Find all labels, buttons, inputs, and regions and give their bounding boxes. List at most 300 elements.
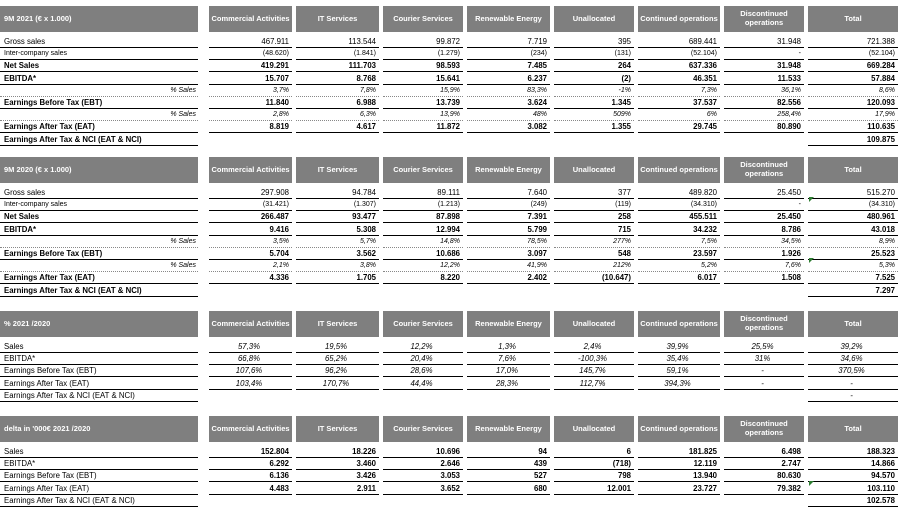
table-section (0, 157, 900, 297)
cell-value: 2.402 (527, 273, 547, 283)
cell-value: 6.017 (697, 273, 717, 283)
cell-value: 467.911 (261, 37, 289, 46)
row-label: Earnings After Tax & NCI (EAT & NCI) (4, 134, 142, 144)
cell-value: 3,8% (360, 262, 376, 270)
cell-value: 35,4% (666, 354, 689, 364)
cell-value: 2.646 (440, 459, 460, 469)
cell-value: 7,8% (360, 86, 376, 94)
cell-value: 258,4% (777, 111, 801, 119)
cell-value: 277% (613, 237, 631, 245)
cell-value: 170,7% (322, 378, 350, 388)
row-label: EBITDA* (4, 459, 36, 469)
table-section (0, 311, 900, 402)
cell-value: - (761, 378, 764, 388)
cell-value: (31.421) (262, 201, 289, 209)
column-header: Courier Services (383, 311, 463, 337)
cell-value: (1.279) (437, 50, 460, 58)
cell-value (296, 495, 379, 506)
cell-value: 102.578 (866, 495, 895, 505)
cell-value: 297.908 (260, 188, 289, 197)
cell-value: 6.237 (527, 73, 547, 83)
cell-marker-icon (809, 197, 814, 202)
cell-value: 59,1% (666, 366, 689, 376)
row-label: Earnings After Tax (EAT) (4, 378, 90, 388)
table-row (0, 248, 900, 260)
column-header: Renewable Energy (467, 416, 550, 442)
table-row (0, 73, 900, 85)
cell-value: 82.556 (777, 98, 801, 107)
cell-value: 43.018 (871, 224, 895, 234)
cell-value: 152.804 (260, 447, 289, 456)
column-header: Commercial Activities (209, 416, 292, 442)
cell-value: 12,2% (410, 342, 433, 351)
cell-value: 31% (754, 354, 771, 364)
cell-value: (718) (612, 459, 631, 469)
column-header: Renewable Energy (467, 311, 550, 337)
table-row (0, 36, 900, 48)
cell-value: 370,5% (838, 366, 865, 376)
cell-value (467, 390, 550, 401)
cell-value: 181.825 (688, 447, 717, 456)
cell-value: 31.948 (777, 61, 801, 71)
table-section (0, 416, 900, 507)
cell-value: 4.336 (269, 273, 289, 283)
cell-value: -100,3% (577, 354, 608, 364)
section-title: 9M 2020 (€ x 1.000) (0, 157, 198, 183)
cell-value (638, 134, 720, 145)
column-header: Continued operations (638, 416, 720, 442)
cell-value: 113.544 (348, 37, 376, 46)
cell-value: 489.820 (688, 188, 717, 197)
cell-value: 12.001 (607, 483, 631, 493)
cell-value: 44,4% (410, 378, 433, 388)
cell-value: 5.799 (527, 224, 547, 234)
row-label: % Sales (170, 86, 196, 94)
cell-value: 8.768 (356, 73, 376, 83)
cell-value: (119) (615, 201, 631, 209)
column-header: Continued operations (638, 311, 720, 337)
cell-value: 266.487 (260, 212, 289, 222)
cell-value: 79.382 (777, 483, 801, 493)
cell-marker-icon (809, 481, 814, 486)
cell-value (383, 134, 463, 145)
cell-value: 28,3% (495, 378, 519, 388)
cell-value: 94.784 (352, 188, 376, 197)
row-label: Net Sales (4, 61, 40, 71)
cell-value: 6% (706, 111, 717, 119)
row-label: Gross sales (4, 37, 46, 46)
cell-value: 9.416 (269, 224, 289, 234)
cell-value: 3.082 (527, 122, 547, 132)
cell-value: (34.310) (868, 201, 895, 209)
row-label: % Sales (170, 237, 196, 245)
cell-value: 96,2% (324, 366, 348, 376)
cell-value (209, 390, 292, 401)
cell-value: 12.994 (436, 224, 460, 234)
cell-value: 39,9% (666, 342, 689, 351)
cell-value: 7.640 (527, 188, 547, 197)
table-row (0, 390, 900, 402)
cell-value: 15,9% (440, 86, 460, 94)
cell-value (467, 285, 550, 296)
cell-value: 17,0% (495, 366, 519, 376)
cell-value (209, 495, 292, 506)
cell-value: 1.926 (781, 249, 801, 258)
cell-value: 145,7% (579, 366, 606, 376)
table-row (0, 470, 900, 482)
cell-value: (52.104) (868, 50, 895, 58)
cell-value: 2,8% (273, 111, 289, 119)
cell-value: - (798, 50, 801, 58)
cell-value: 8.220 (440, 273, 460, 283)
cell-value: 83,3% (527, 86, 547, 94)
table-row (0, 187, 900, 199)
cell-value: 25.523 (871, 249, 895, 258)
cell-value: 7.485 (527, 61, 547, 71)
row-label: Earnings After Tax & NCI (EAT & NCI) (4, 495, 135, 505)
cell-value (383, 285, 463, 296)
cell-value: 1,3% (498, 342, 516, 351)
column-header: Continued operations (638, 157, 720, 183)
table-row (0, 211, 900, 223)
table-row (0, 109, 900, 121)
cell-value: 7.297 (875, 285, 895, 295)
cell-value: 7.719 (527, 37, 547, 46)
row-label: Earnings After Tax (EAT) (4, 273, 95, 283)
cell-value: 28,6% (410, 366, 433, 376)
cell-value (724, 495, 804, 506)
column-header: Unallocated (554, 416, 634, 442)
cell-value: 80.890 (777, 122, 801, 132)
cell-value: 3.624 (527, 98, 547, 107)
column-header: Unallocated (554, 311, 634, 337)
column-header: Total (808, 311, 898, 337)
cell-value: 37.537 (693, 98, 717, 107)
row-label: Earnings After Tax & NCI (EAT & NCI) (4, 285, 142, 295)
cell-value: 669.284 (866, 61, 895, 71)
column-header: IT Services (296, 6, 379, 32)
cell-value (209, 285, 292, 296)
cell-value: 6.136 (269, 471, 289, 481)
table-row (0, 353, 900, 365)
cell-value (638, 285, 720, 296)
cell-value: 112,7% (579, 378, 606, 388)
cell-value: 3.426 (356, 471, 376, 481)
cell-value: 13,9% (440, 111, 460, 119)
cell-value: 31.948 (777, 37, 801, 46)
table-row (0, 260, 900, 272)
cell-value (554, 495, 634, 506)
cell-value: (131) (614, 50, 631, 58)
cell-value: 107,6% (235, 366, 263, 376)
cell-value (554, 390, 634, 401)
cell-value: - (798, 201, 801, 209)
cell-value: (249) (530, 201, 547, 209)
cell-value: - (850, 390, 853, 400)
cell-value: 527 (533, 471, 547, 481)
table-row (0, 48, 900, 60)
cell-value: 109.875 (866, 134, 895, 144)
cell-value: 99.872 (436, 37, 460, 46)
cell-value: 7,6% (498, 354, 516, 364)
cell-value: 34,5% (781, 237, 801, 245)
cell-value: 6 (626, 447, 631, 456)
cell-value: 25,5% (751, 342, 774, 351)
cell-value: 188.323 (866, 447, 895, 456)
cell-value: 3,5% (273, 237, 289, 245)
table-row (0, 224, 900, 236)
cell-value: 2,4% (583, 342, 602, 351)
cell-value: (48.620) (262, 50, 289, 58)
cell-value: 6,3% (360, 111, 376, 119)
table-row (0, 60, 900, 72)
cell-value: 78,5% (527, 237, 547, 245)
cell-value: 66,8% (237, 354, 261, 364)
cell-value: (1.213) (437, 201, 460, 209)
cell-value: 57.884 (871, 73, 895, 83)
cell-value: 8,6% (879, 86, 895, 94)
cell-value: 36,1% (781, 86, 801, 94)
column-header: Courier Services (383, 6, 463, 32)
column-header: Commercial Activities (209, 311, 292, 337)
cell-value: 5.704 (269, 249, 289, 258)
column-header: Discontinued operations (724, 311, 804, 337)
row-label: % Sales (170, 262, 196, 270)
column-header: Total (808, 157, 898, 183)
cell-value: 46.351 (693, 73, 717, 83)
cell-value: 455.511 (689, 212, 717, 222)
cell-value: 509% (613, 111, 631, 119)
cell-value: 212% (613, 262, 631, 270)
cell-value: 111.703 (348, 61, 376, 71)
cell-value: 19,5% (324, 342, 348, 351)
row-label: Earnings Before Tax (EBT) (4, 249, 103, 258)
column-header: Commercial Activities (209, 6, 292, 32)
column-header: Total (808, 6, 898, 32)
cell-value: 3,7% (273, 86, 289, 94)
cell-value: 34.232 (693, 224, 717, 234)
cell-value (296, 134, 379, 145)
row-label: Earnings After Tax & NCI (EAT & NCI) (4, 390, 135, 400)
cell-value: 25.450 (777, 212, 801, 222)
row-label: Inter-company sales (4, 50, 68, 58)
cell-value (296, 285, 379, 296)
cell-value: 715 (617, 224, 631, 234)
cell-value: 5,3% (879, 262, 895, 270)
row-label: EBITDA* (4, 354, 36, 364)
column-header: Renewable Energy (467, 157, 550, 183)
cell-value: 6.498 (781, 447, 801, 456)
cell-value: 515.270 (866, 188, 895, 197)
cell-value: 3.652 (440, 483, 460, 493)
column-header: IT Services (296, 157, 379, 183)
cell-value: 3.562 (356, 249, 376, 258)
row-label: Earnings After Tax (EAT) (4, 483, 90, 493)
cell-value (554, 134, 634, 145)
cell-value: 4.483 (269, 483, 289, 493)
column-header: Unallocated (554, 157, 634, 183)
cell-value: 2.747 (781, 459, 801, 469)
cell-value: 637.336 (688, 61, 717, 71)
column-header: Renewable Energy (467, 6, 550, 32)
cell-value: 7,6% (785, 262, 801, 270)
cell-value: 94 (538, 447, 547, 456)
cell-value: 12.119 (693, 459, 717, 469)
cell-value: 8,9% (879, 237, 895, 245)
cell-value: 419.291 (260, 61, 289, 71)
cell-value: (10.647) (601, 273, 631, 283)
cell-value: 13.739 (436, 98, 460, 107)
cell-value: 11.840 (265, 98, 289, 107)
section-title: % 2021 /2020 (0, 311, 198, 337)
cell-value: 103.110 (867, 483, 895, 493)
cell-value: 89.111 (437, 188, 460, 197)
table-row (0, 365, 900, 377)
cell-value: 14.866 (871, 459, 895, 469)
cell-value: (1.307) (353, 201, 376, 209)
cell-value: 7,3% (701, 86, 717, 94)
row-label: % Sales (170, 111, 196, 119)
table-row (0, 121, 900, 133)
cell-value: 25.450 (777, 188, 801, 197)
table-row (0, 85, 900, 97)
cell-value: 1.355 (611, 122, 631, 132)
column-header: Discontinued operations (724, 157, 804, 183)
table-row (0, 458, 900, 470)
cell-value: 1.508 (781, 273, 801, 283)
cell-value: 11.533 (777, 73, 801, 83)
row-label: Gross sales (4, 188, 46, 197)
cell-value: 10.696 (436, 447, 460, 456)
column-header: Commercial Activities (209, 157, 292, 183)
cell-value: 23.727 (693, 483, 717, 493)
cell-value (296, 390, 379, 401)
cell-value: (34.310) (690, 201, 717, 209)
section-title: 9M 2021 (€ x 1.000) (0, 6, 198, 32)
cell-value: 94.570 (871, 471, 895, 481)
cell-value: 29.745 (693, 122, 717, 132)
cell-value: 8.819 (269, 122, 289, 132)
cell-value (383, 390, 463, 401)
cell-value (554, 285, 634, 296)
cell-value: 798 (617, 471, 631, 481)
cell-value: 11.872 (436, 122, 460, 132)
column-header: Continued operations (638, 6, 720, 32)
cell-value: 6.988 (356, 98, 376, 107)
cell-value: 8.786 (781, 224, 801, 234)
cell-value: 1.345 (611, 98, 631, 107)
cell-value: 80.630 (777, 471, 801, 481)
table-row (0, 236, 900, 248)
cell-value: 103,4% (235, 378, 263, 388)
cell-value: 377 (617, 188, 631, 197)
cell-value: 18.226 (352, 447, 376, 456)
cell-value (467, 495, 550, 506)
table-row (0, 378, 900, 390)
cell-value: (234) (530, 50, 547, 58)
cell-value: 15.707 (265, 73, 289, 83)
cell-value: 394,3% (664, 378, 691, 388)
cell-value: (1.841) (353, 50, 376, 58)
column-header: Discontinued operations (724, 416, 804, 442)
cell-value: -1% (618, 86, 631, 94)
cell-value: 4.617 (356, 122, 376, 132)
cell-value: 6.292 (269, 459, 289, 469)
cell-value: 17,9% (875, 111, 895, 119)
cell-value (724, 390, 804, 401)
cell-value: 1.705 (356, 273, 376, 283)
cell-value: 3.053 (440, 471, 460, 481)
cell-value: 2,1% (273, 262, 289, 270)
column-header: Total (808, 416, 898, 442)
row-label: Earnings Before Tax (EBT) (4, 471, 97, 481)
cell-value: 5.308 (356, 224, 376, 234)
cell-value (724, 285, 804, 296)
cell-value: 395 (617, 37, 631, 46)
column-header: IT Services (296, 416, 379, 442)
row-label: Earnings Before Tax (EBT) (4, 98, 103, 107)
cell-value: 98.593 (436, 61, 460, 71)
section-title: delta in '000€ 2021 /2020 (0, 416, 198, 442)
cell-value: 20,4% (410, 354, 433, 364)
cell-value: 48% (532, 111, 547, 119)
table-row (0, 495, 900, 507)
cell-value: 721.388 (866, 37, 895, 46)
cell-value: 548 (617, 249, 631, 258)
table-row (0, 199, 900, 211)
row-label: Sales (4, 342, 24, 351)
row-label: EBITDA* (4, 224, 37, 234)
table-row (0, 272, 900, 284)
cell-value: 110.635 (867, 122, 895, 132)
cell-value (209, 134, 292, 145)
cell-value: 5,2% (701, 262, 717, 270)
row-label: Earnings Before Tax (EBT) (4, 366, 97, 376)
cell-value (638, 495, 720, 506)
row-label: Net Sales (4, 212, 40, 222)
cell-value: 15.641 (436, 73, 460, 83)
cell-value (383, 495, 463, 506)
cell-value: 87.898 (436, 212, 460, 222)
cell-value: 7,5% (701, 237, 717, 245)
table-row (0, 341, 900, 353)
cell-value: 7.525 (875, 273, 895, 283)
cell-value: 13.940 (693, 471, 717, 481)
cell-value: - (761, 366, 764, 376)
cell-value: 65,2% (324, 354, 348, 364)
cell-value: 680 (533, 483, 547, 493)
cell-value: 41,9% (527, 262, 547, 270)
cell-value: 10.686 (436, 249, 460, 258)
cell-value (467, 134, 550, 145)
cell-value: (2) (621, 73, 631, 83)
cell-value: 3.460 (356, 459, 376, 469)
cell-value: 14,8% (440, 237, 460, 245)
cell-value: 120.093 (866, 98, 895, 107)
cell-value: 93.477 (352, 212, 376, 222)
cell-value: (52.104) (690, 50, 717, 58)
cell-value: 7.391 (527, 212, 547, 222)
cell-value: 34,6% (840, 354, 863, 364)
cell-value: 39,2% (840, 342, 863, 351)
table-row (0, 446, 900, 458)
column-header: Unallocated (554, 6, 634, 32)
column-header: Courier Services (383, 157, 463, 183)
table-row (0, 483, 900, 495)
column-header: IT Services (296, 311, 379, 337)
column-header: Discontinued operations (724, 6, 804, 32)
cell-value: - (850, 378, 853, 388)
